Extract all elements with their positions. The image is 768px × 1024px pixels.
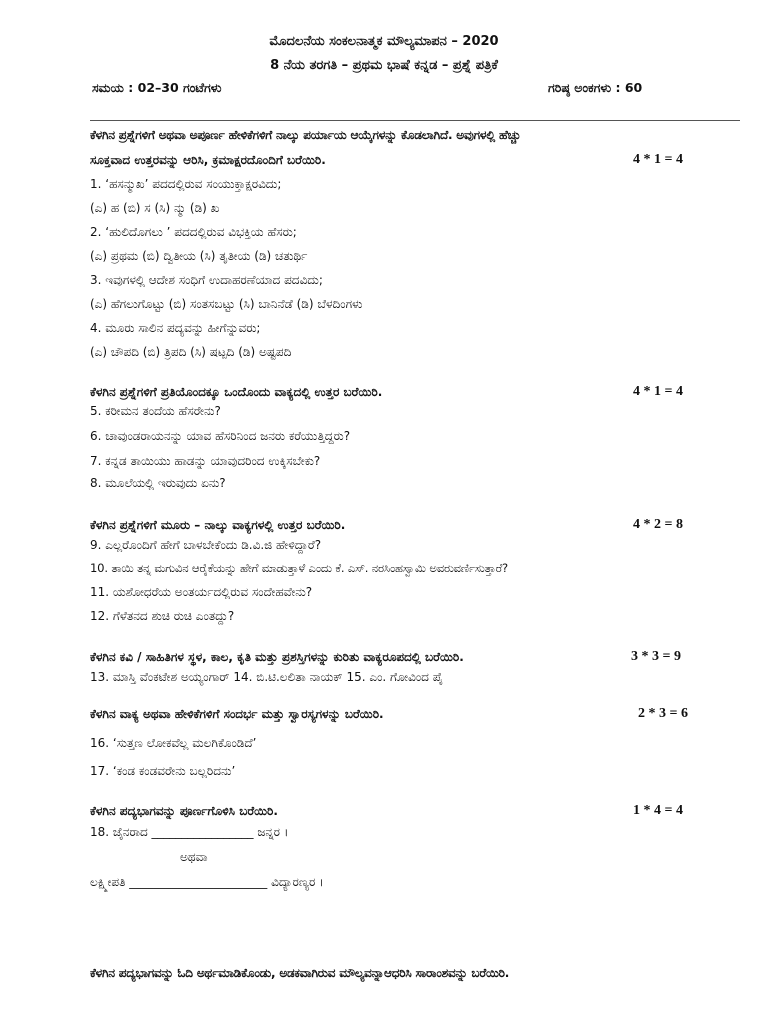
section-1-instruction: ಕೆಳಗಿನ ಪ್ರಶ್ನೆಗಳಿಗೆ ಅಥವಾ ಅಪೂರ್ಣ ಹೇಳಿಕೆಗಳಿಗೆ ನಾಲ್ಕು ಪರ್ಯಾಯ ಆಯ್ಕೆಗಳನ್ನು ಕೊಡಲಾಗಿದೆ. ಅವುಗಳಲ್ಲಿ ಹೆಚ್ಚು (90, 128, 521, 142)
question-line: 3. ಇವುಗಳಲ್ಲಿ ಆದೇಶ ಸಂಧಿಗೆ ಉದಾಹರಣೆಯಾದ ಪದವಿದು; (90, 273, 323, 287)
exam-title: ಮೊದಲನೆಯ ಸಂಕಲನಾತ್ಮಕ ಮೌಲ್ಯಮಾಪನ – 2020 (269, 34, 499, 49)
section-7-instruction: ಕೆಳಗಿನ ಪದ್ಯಭಾಗವನ್ನು ಓದಿ ಅರ್ಥಮಾಡಿಕೊಂಡು, ಅಡಕವಾಗಿರುವ ಮೌಲ್ಯವನ್ನಾಆಧರಿಸಿ ಸಾರಾಂಶವನ್ನು ಬರೆಯಿರಿ. (90, 966, 510, 980)
question-line: 16. ‘ಸುತ್ತಣ ಲೋಕವೆಲ್ಲ ಮಲಗಿಕೊಂಡಿದೆ’ (90, 736, 257, 750)
question-line: 12. ಗೆಳೆತನದ ಶುಚಿ ರುಚಿ ಎಂತದ್ದು? (90, 609, 235, 623)
section-3-instruction: ಕೆಳಗಿನ ಪ್ರಶ್ನೆಗಳಿಗೆ ಮೂರು – ನಾಲ್ಕು ವಾಕ್ಯಗಳಲ್ಲಿ ಉತ್ತರ ಬರೆಯಿರಿ. (90, 518, 346, 532)
exam-subtitle: 8 ನೆಯ ತರಗತಿ – ಪ್ರಥಮ ಭಾಷೆ ಕನ್ನಡ – ಪ್ರಶ್ನೆ ಪತ್ರಿಕೆ (270, 58, 498, 73)
question-line: 8. ಮೂಲೆಯಲ್ಲಿ ಇರುವುದು ಏನು? (90, 476, 226, 490)
section-2-marks: 4 * 1 = 4 (633, 384, 683, 399)
option-line: (ಎ) ಹ (ಬಿ) ಸ (ಸಿ) ನ್ಮು (ಡಿ) ಖ (90, 201, 220, 215)
or-separator: ಅಥವಾ (180, 850, 208, 864)
section-1-marks: 4 * 1 = 4 (633, 152, 683, 167)
question-line: 2. ‘ಹುಲಿದೊಗಲು ’ ಪದದಲ್ಲಿರುವ ವಿಭಕ್ತಿಯ ಹೆಸರು; (90, 225, 297, 239)
option-line: (ಎ) ಪ್ರಥಮ (ಬಿ) ದ್ವಿತೀಯ (ಸಿ) ತೃತೀಯ (ಡಿ) ಚತುರ್ಥಿ (90, 249, 308, 263)
option-line: (ಎ) ಚೌಪದಿ (ಬಿ) ತ್ರಿಪದಿ (ಸಿ) ಷಟ್ಪದಿ (ಡಿ) ಅಷ್ಟಪದಿ (90, 345, 292, 359)
header-divider (90, 120, 740, 121)
section-5-marks: 2 * 3 = 6 (638, 706, 688, 721)
section-6-marks: 1 * 4 = 4 (633, 803, 683, 818)
question-line: 13. ಮಾಸ್ತಿ ವೆಂಕಟೇಶ ಅಯ್ಯಂಗಾರ್ 14. ಬಿ.ಟಿ.ಲಲಿತಾ ನಾಯಕ್ 15. ಎಂ. ಗೋವಿಂದ ಪೈ (90, 670, 443, 684)
question-line: 11. ಯಶೋಧರೆಯ ಅಂತರ್ಯದಲ್ಲಿರುವ ಸಂದೇಹವೇನು? (90, 585, 313, 599)
question-line: 9. ಎಲ್ಲರೊಂದಿಗೆ ಹೇಗೆ ಬಾಳಬೇಕೆಂದು ಡಿ.ವಿ.ಜಿ ಹೇಳಿದ್ದಾರೆ? (90, 538, 322, 552)
question-line: 17. ‘ಕಂಡ ಕಂಡವರೇನು ಬಲ್ಲರಿದನು’ (90, 764, 236, 778)
section-4-marks: 3 * 3 = 9 (631, 649, 681, 664)
section-6-instruction: ಕೆಳಗಿನ ಪದ್ಯಭಾಗವನ್ನು ಪೂರ್ಣಗೊಳಿಸಿ ಬರೆಯಿರಿ. (90, 804, 278, 818)
question-line: 7. ಕನ್ನಡ ತಾಯಿಯು ಹಾಡನ್ನು ಯಾವುದರಿಂದ ಉಕ್ಕಿಸಬೇಕು? (90, 454, 321, 468)
section-5-instruction: ಕೆಳಗಿನ ವಾಕ್ಯ ಅಥವಾ ಹೇಳಿಕೆಗಳಿಗೆ ಸಂದರ್ಭ ಮತ್ತು ಸ್ವಾರಸ್ಯಗಳನ್ನು ಬರೆಯಿರಿ. (90, 707, 384, 721)
question-line: 4. ಮೂರು ಸಾಲಿನ ಪದ್ಯವನ್ನು ಹೀಗೆನ್ನುವರು; (90, 321, 261, 335)
poem-fill-line: 18. ಜೈನರಾದ _________________ ಜನ್ನರ । (90, 825, 289, 839)
section-2-instruction: ಕೆಳಗಿನ ಪ್ರಶ್ನೆಗಳಿಗೆ ಪ್ರತಿಯೊಂದಕ್ಕೂ ಒಂದೊಂದು ವಾಕ್ಯದಲ್ಲಿ ಉತ್ತರ ಬರೆಯಿರಿ. (90, 385, 383, 399)
question-line: 10. ತಾಯಿ ತನ್ನ ಮಗುವಿನ ಆರೈಕೆಯನ್ನು ಹೇಗೆ ಮಾಡುತ್ತಾಳೆ ಎಂದು ಕೆ. ಎಸ್. ನರಸಿಂಹಸ್ವಾಮಿ ಅವರುವರ್ಣಿಸುತ್ತಾರೆ? (90, 561, 508, 575)
question-line: 6. ಚಾವುಂಡರಾಯನನ್ನು ಯಾವ ಹೆಸರಿನಿಂದ ಜನರು ಕರೆಯುತ್ತಿದ್ದರು? (90, 429, 351, 443)
exam-duration: ಸಮಯ : 02–30 ಗಂಟೆಗಳು (92, 80, 222, 95)
section-3-marks: 4 * 2 = 8 (633, 517, 683, 532)
exam-max-marks: ಗರಿಷ್ಠ ಅಂಕಗಳು : 60 (548, 80, 643, 95)
section-1-instruction-cont: ಸೂಕ್ತವಾದ ಉತ್ತರವನ್ನು ಆರಿಸಿ, ಕ್ರಮಾಕ್ಷರದೊಂದಿಗೆ ಬರೆಯಿರಿ. (90, 153, 326, 167)
question-line: 5. ಕರೀಮನ ತಂದೆಯ ಹೆಸರೇನು? (90, 404, 221, 418)
poem-fill-line: ಲಕ್ಷ್ಮೀಪತಿ _______________________ ವಿದ್ಯಾರಣ್ಯರ । (90, 875, 324, 889)
section-4-instruction: ಕೆಳಗಿನ ಕವಿ / ಸಾಹಿತಿಗಳ ಸ್ಥಳ, ಕಾಲ, ಕೃತಿ ಮತ್ತು ಪ್ರಶಸ್ತಿಗಳನ್ನು ಕುರಿತು ವಾಕ್ಯರೂಪದಲ್ಲಿ ಬರೆಯಿರಿ. (90, 650, 464, 664)
option-line: (ಎ) ಹೆಗಲುಗೊಟ್ಟು (ಬಿ) ಸಂತಸಬಟ್ಟು (ಸಿ) ಬಾನಿನೆಡೆ (ಡಿ) ಬೆಳದಿಂಗಳು (90, 297, 363, 311)
question-line: 1. ‘ಹಸನ್ಮುಖ’ ಪದದಲ್ಲಿರುವ ಸಂಯುಕ್ತಾಕ್ಷರವಿದು; (90, 177, 282, 191)
